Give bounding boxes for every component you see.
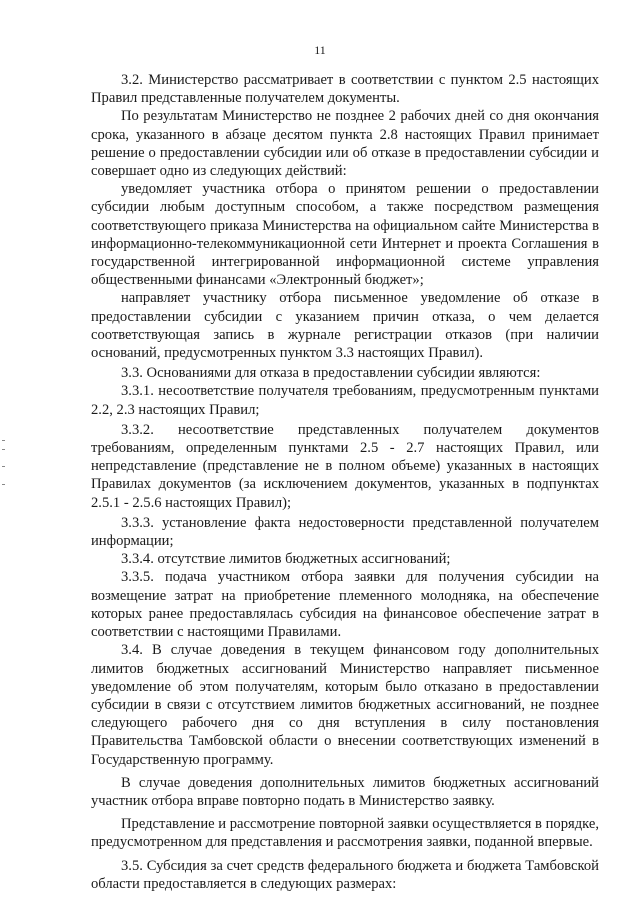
paragraph-3-3: 3.3. Основаниями для отказа в предоставлении субсидии являются:: [121, 365, 541, 382]
binding-marks: [0, 440, 6, 500]
paragraph-decision: По результатам Министерство не позднее 2 рабочих дней со дня окончания срока, указанного в абзаце десятом пункта 2.8 настоящих Правил принимает решение о предоставлении субсидии или об отказе в предоставлении субсидии и совершает одно из следующих действий:: [91, 108, 599, 180]
paragraph-3-3-1: 3.3.1. несоответствие получателя требованиям, предусмотренным пунктами 2.2, 2.3 настоящих Правил;: [91, 383, 599, 418]
paragraph-notify: уведомляет участника отбора о принятом решении о предоставлении субсидии любым доступным способом, а также посредством размещения соответствующего приказа Министерства на официальном сайте Министерства в информационно-телекоммуникационной сети Интернет и проекта Соглашения в государственной интегрированной информационной системе управления общественными финансами «Электронный бюджет»;: [91, 181, 599, 289]
paragraph-3-3-3: 3.3.3. установление факта недостоверности представленной получателем информации;: [91, 514, 599, 550]
paragraph-3-2: 3.2. Министерство рассматривает в соответствии с пунктом 2.5 настоящих Правил представленные получателем документы.: [91, 72, 599, 107]
paragraph-repeat-review: Представление и рассмотрение повторной заявки осуществляется в порядке, предусмотренном для представления и рассмотрения заявки, поданной впервые.: [91, 816, 599, 851]
document-body: [91, 71, 599, 893]
paragraph-3-3-4: 3.3.4. отсутствие лимитов бюджетных ассигнований;: [121, 551, 451, 568]
paragraph-repeat-application: В случае доведения дополнительных лимитов бюджетных ассигнований участник отбора вправе повторно подать в Министерство заявку.: [91, 774, 599, 809]
page-number: 11: [314, 43, 326, 57]
paragraph-3-3-5: 3.3.5. подача участником отбора заявки для получения субсидии на возмещение затрат на приобретение племенного молодняка, на обеспечение которых ранее предоставлялась субсидия на финансовое обеспечение затрат в соответствии с настоящими Правилами.: [91, 569, 599, 641]
paragraph-3-4: 3.4. В случае доведения в текущем финансовом году дополнительных лимитов бюджетных ассигнований Министерство направляет письменное уведомление об этом получателям, которым было отказано в предоставлении субсидии в связи с отсутствием лимитов бюджетных ассигнований, не позднее следующего рабочего дня со дня вступления в силу постановления Правительства Тамбовской области о внесении соответствующих изменений в Государственную программу.: [91, 642, 599, 768]
paragraph-3-5: 3.5. Субсидия за счет средств федерального бюджета и бюджета Тамбовской области предоставляется в следующих размерах:: [91, 857, 599, 892]
paragraph-refusal-notice: направляет участнику отбора письменное уведомление об отказе в предоставлении субсидии с указанием причин отказа, о чем делается соответствующая запись в журнале регистрации отказов (при наличии оснований, предусмотренных пунктом 3.3 настоящих Правил).: [91, 290, 599, 362]
paragraph-3-3-2: 3.3.2. несоответствие представленных получателем документов требованиям, определенным пунктами 2.5 - 2.7 настоящих Правил, или непредставление (представление не в полном объеме) указанных в настоящих Правилах документов (за исключением документов, указанных в подпунктах 2.5.1 - 2.5.6 настоящих Правил);: [91, 421, 599, 511]
